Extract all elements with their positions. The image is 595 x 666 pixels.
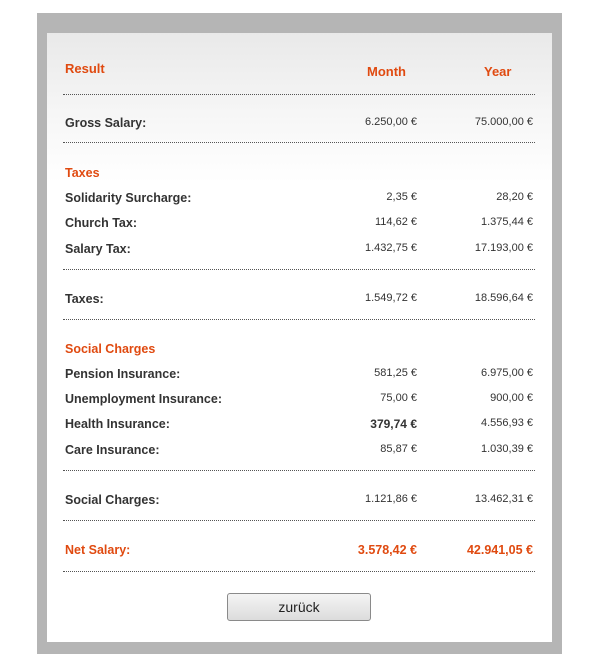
unemployment-insurance-month: 75,00 € (380, 392, 417, 404)
separator (63, 571, 535, 572)
separator (63, 142, 535, 143)
separator (63, 269, 535, 270)
taxes-total-row (65, 292, 535, 310)
table-row (65, 417, 535, 435)
health-insurance-label: Health Insurance: (65, 417, 170, 431)
taxes-total-month: 1.549,72 € (365, 292, 417, 304)
health-insurance-year: 4.556,93 € (481, 417, 533, 429)
unemployment-insurance-label: Unemployment Insurance: (65, 392, 222, 406)
net-salary-label: Net Salary: (65, 543, 131, 557)
social-charges-section-title: Social Charges (65, 342, 156, 356)
gross-salary-label: Gross Salary: (65, 116, 147, 130)
social-charges-total-label: Social Charges: (65, 493, 160, 507)
result-frame (37, 13, 562, 654)
pension-insurance-year: 6.975,00 € (481, 367, 533, 379)
result-heading: Result (65, 61, 105, 76)
net-salary-month: 3.578,42 € (357, 543, 417, 557)
month-column-header: Month (367, 64, 406, 79)
health-insurance-month: 379,74 € (370, 417, 417, 431)
table-row (65, 443, 535, 461)
table-row (65, 367, 535, 385)
church-tax-year: 1.375,44 € (481, 216, 533, 228)
net-salary-row (65, 543, 535, 561)
back-button[interactable]: zurück (227, 593, 371, 621)
taxes-total-label: Taxes: (65, 292, 104, 306)
social-charges-total-month: 1.121,86 € (365, 493, 417, 505)
taxes-total-year: 18.596,64 € (474, 292, 533, 304)
separator (63, 94, 535, 95)
separator (63, 520, 535, 521)
pension-insurance-month: 581,25 € (374, 367, 417, 379)
care-insurance-year: 1.030,39 € (481, 443, 533, 455)
church-tax-month: 114,62 € (374, 216, 417, 228)
gross-salary-month: 6.250,00 € (365, 116, 417, 128)
gross-salary-year: 75.000,00 € (474, 116, 533, 128)
table-row (65, 392, 535, 410)
pension-insurance-label: Pension Insurance: (65, 367, 181, 381)
church-tax-label: Church Tax: (65, 216, 137, 230)
salary-tax-label: Salary Tax: (65, 242, 131, 256)
unemployment-insurance-year: 900,00 € (490, 392, 533, 404)
table-row (65, 242, 535, 260)
social-charges-total-row (65, 493, 535, 511)
taxes-section-title: Taxes (65, 166, 100, 180)
gross-salary-row (65, 116, 535, 134)
social-charges-total-year: 13.462,31 € (474, 493, 533, 505)
solidarity-surcharge-month: 2,35 € (386, 191, 417, 203)
year-column-header: Year (484, 64, 512, 79)
salary-tax-month: 1.432,75 € (365, 242, 417, 254)
care-insurance-month: 85,87 € (380, 443, 417, 455)
salary-tax-year: 17.193,00 € (474, 242, 533, 254)
solidarity-surcharge-year: 28,20 € (496, 191, 533, 203)
separator (63, 470, 535, 471)
table-row (65, 216, 535, 234)
result-panel (47, 33, 552, 642)
table-row (65, 191, 535, 209)
net-salary-year: 42.941,05 € (466, 543, 533, 557)
solidarity-surcharge-label: Solidarity Surcharge: (65, 191, 192, 205)
care-insurance-label: Care Insurance: (65, 443, 160, 457)
separator (63, 319, 535, 320)
